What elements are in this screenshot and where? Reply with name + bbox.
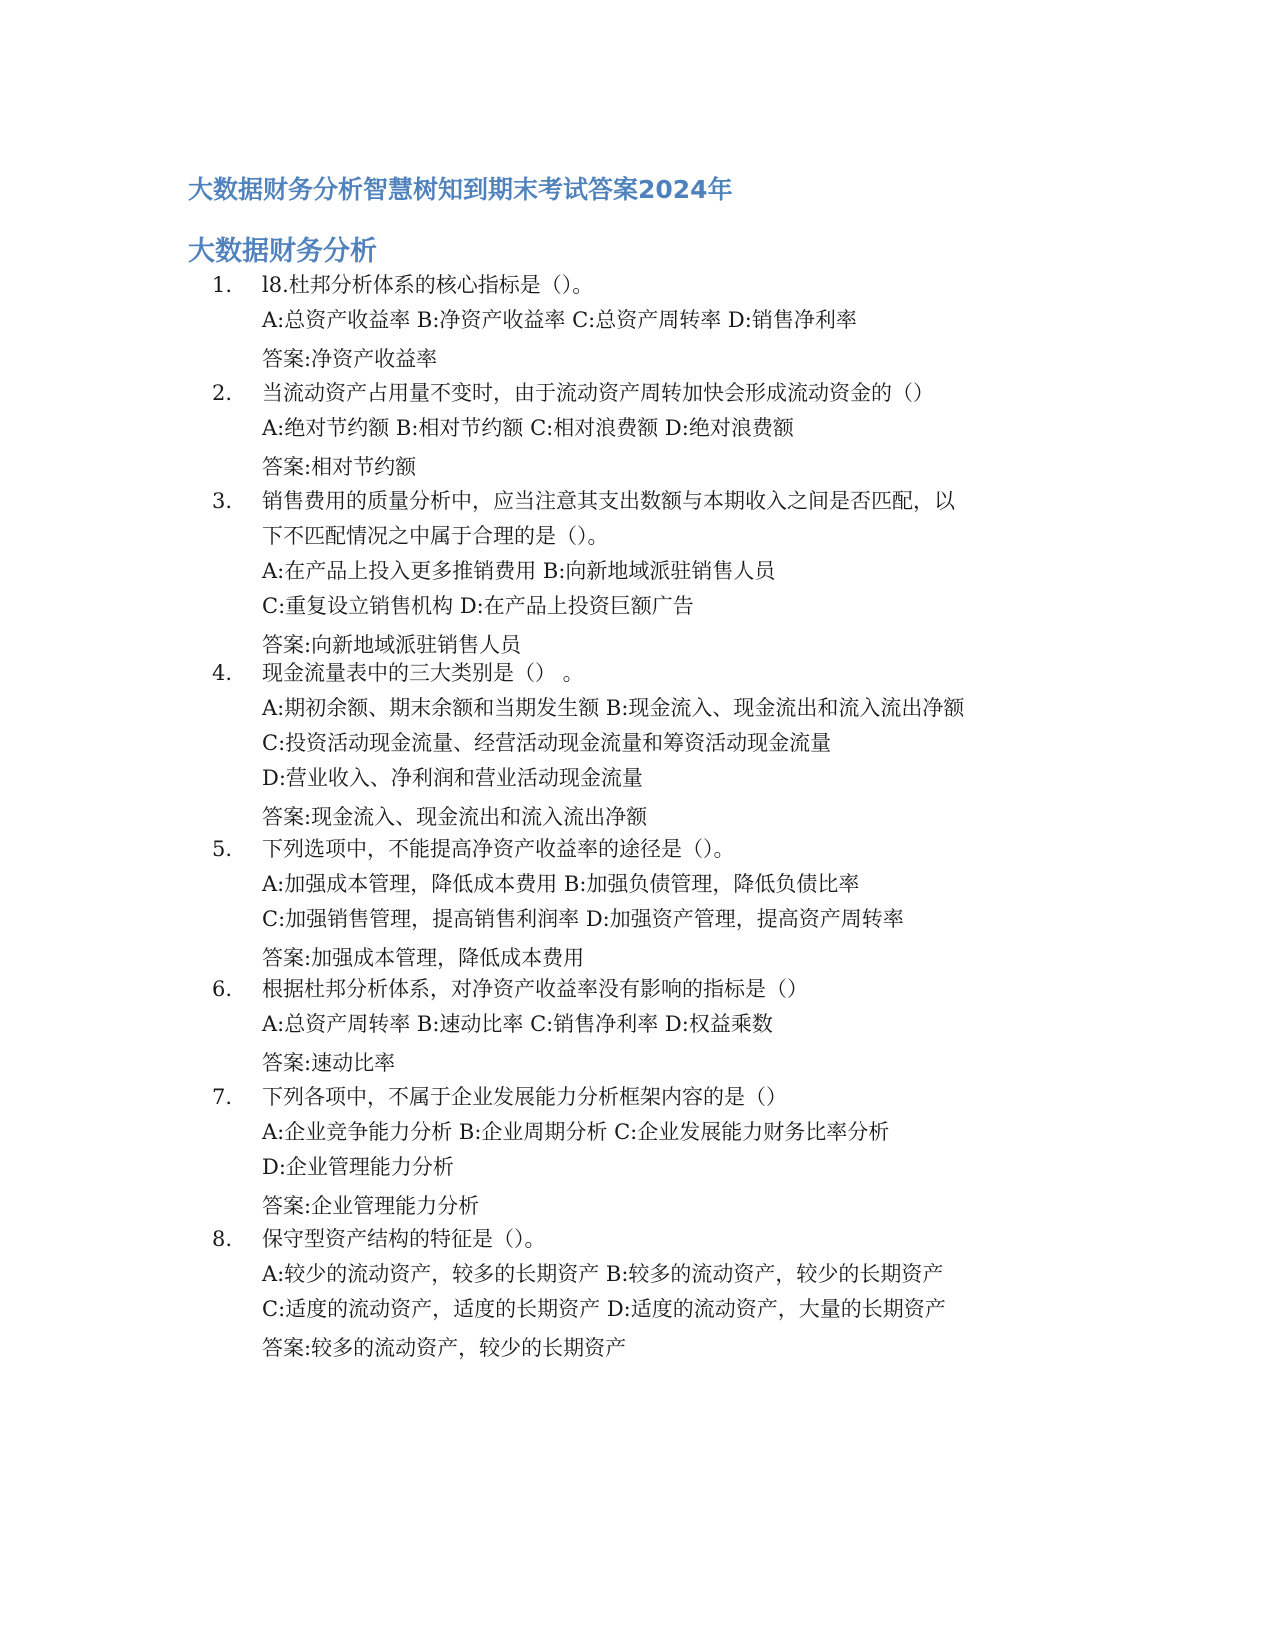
question-options: A:企业竞争能力分析 B:企业周期分析 C:企业发展能力财务比率分析 [262, 1120, 890, 1144]
question-body [262, 376, 1092, 486]
question-number: 1. [212, 273, 233, 297]
question-options: A:期初余额、期末余额和当期发生额 B:现金流入、现金流出和流入流出净额 [262, 696, 965, 720]
question-options: A:总资产收益率 B:净资产收益率 C:总资产周转率 D:销售净利率 [262, 308, 857, 332]
question-options: C:重复设立销售机构 D:在产品上投资巨额广告 [262, 594, 694, 618]
question-options: C:投资活动现金流量、经营活动现金流量和筹资活动现金流量 [262, 731, 832, 755]
question-number: 6. [212, 977, 233, 1001]
question-options: A:总资产周转率 B:速动比率 C:销售净利率 D:权益乘数 [262, 1012, 773, 1036]
question-answer: 答案:向新地域派驻销售人员 [262, 633, 522, 657]
question-body [262, 1080, 1092, 1225]
question-answer: 答案:速动比率 [262, 1051, 396, 1075]
question-answer: 答案:加强成本管理，降低成本费用 [262, 946, 585, 970]
question-answer: 答案:较多的流动资产，较少的长期资产 [262, 1336, 627, 1360]
question-options: A:较少的流动资产，较多的长期资产 B:较多的流动资产，较少的长期资产 [262, 1262, 944, 1286]
question-answer: 答案:现金流入、现金流出和流入流出净额 [262, 805, 648, 829]
question-options: D:企业管理能力分析 [262, 1155, 454, 1179]
question-answer: 答案:净资产收益率 [262, 347, 438, 371]
question-body [262, 972, 1092, 1082]
question-number: 2. [212, 381, 233, 405]
question-options: C:加强销售管理，提高销售利润率 D:加强资产管理，提高资产周转率 [262, 907, 904, 931]
question-answer: 答案:企业管理能力分析 [262, 1194, 480, 1218]
question-options: D:营业收入、净利润和营业活动现金流量 [262, 766, 643, 790]
question-answer: 答案:相对节约额 [262, 455, 417, 479]
question-text: 下列选项中，不能提高净资产收益率的途径是（）。 [262, 837, 735, 861]
question-text: 现金流量表中的三大类别是（） 。 [262, 661, 584, 685]
question-number: 8. [212, 1227, 233, 1251]
question-body [262, 1222, 1092, 1367]
question-text: 下列各项中，不属于企业发展能力分析框架内容的是（） [262, 1085, 787, 1109]
question-body [262, 656, 1092, 836]
question-text: 根据杜邦分析体系，对净资产收益率没有影响的指标是（） [262, 977, 808, 1001]
document-title: 大数据财务分析智慧树知到期末考试答案2024年 [188, 175, 733, 204]
question-options: A:绝对节约额 B:相对节约额 C:相对浪费额 D:绝对浪费额 [262, 416, 794, 440]
question-body [262, 832, 1092, 977]
question-options: A:在产品上投入更多推销费用 B:向新地域派驻销售人员 [262, 559, 776, 583]
question-body [262, 268, 1092, 378]
section-heading: 大数据财务分析 [188, 236, 377, 267]
question-options: A:加强成本管理，降低成本费用 B:加强负债管理，降低负债比率 [262, 872, 860, 896]
question-number: 4. [212, 661, 233, 685]
question-text: 保守型资产结构的特征是（）。 [262, 1227, 546, 1251]
question-number: 7. [212, 1085, 233, 1109]
question-text: 当流动资产占用量不变时，由于流动资产周转加快会形成流动资金的（） [262, 381, 934, 405]
question-text-continued: 下不匹配情况之中属于合理的是（）。 [262, 524, 609, 548]
question-body [262, 484, 1092, 664]
question-text: 销售费用的质量分析中，应当注意其支出数额与本期收入之间是否匹配，以 [262, 489, 955, 513]
question-number: 5. [212, 837, 233, 861]
question-number: 3. [212, 489, 233, 513]
question-text: l8.杜邦分析体系的核心指标是（）。 [262, 273, 594, 297]
question-options: C:适度的流动资产，适度的长期资产 D:适度的流动资产，大量的长期资产 [262, 1297, 946, 1321]
